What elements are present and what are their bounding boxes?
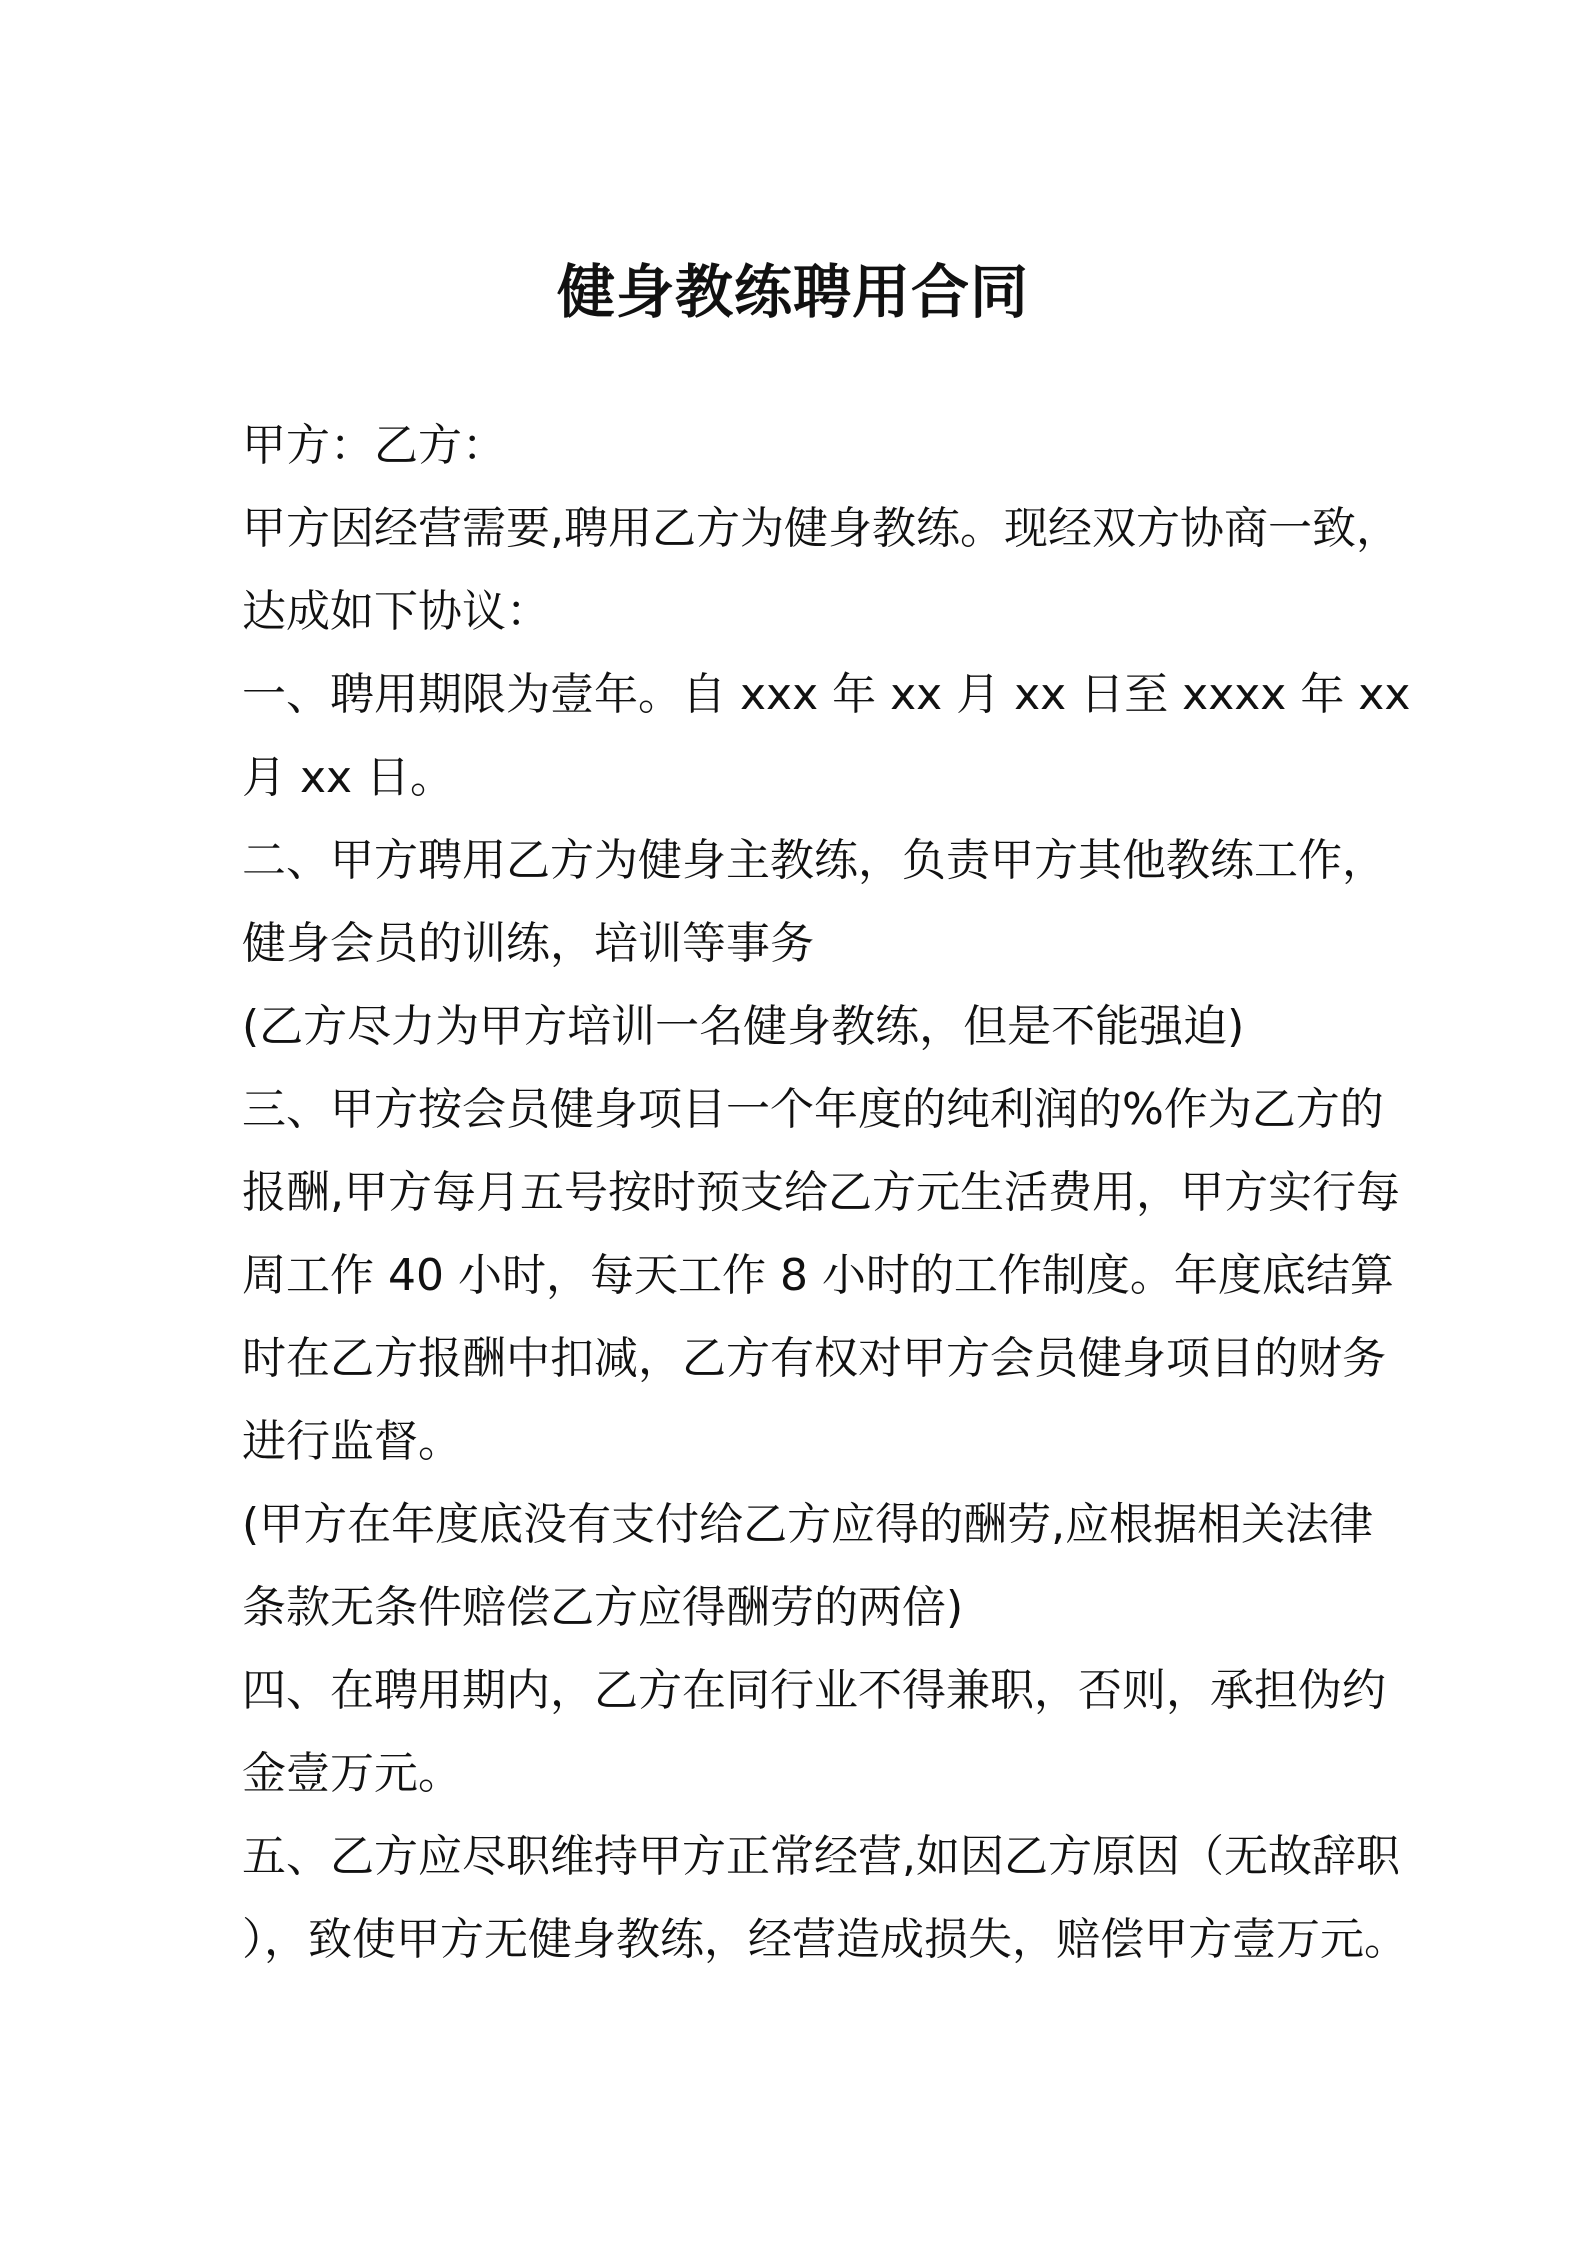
clause-2-line-1: 二、甲方聘用乙方为健身主教练，负责甲方其他教练工作， <box>242 835 1386 886</box>
document-body <box>242 404 1411 1981</box>
clause-3-line-3: 周工作 40 小时，每天工作 8 小时的工作制度。年度底结算 <box>242 1250 1394 1301</box>
clause-2-note: (乙方尽力为甲方培训一名健身教练，但是不能强迫) <box>242 1001 1245 1052</box>
clause-1-line-1: 一、聘用期限为壹年。自 xxx 年 xx 月 xx 日至 xxxx 年 xx <box>242 669 1411 720</box>
clause-4-line-1: 四、在聘用期内，乙方在同行业不得兼职，否则，承担伪约 <box>242 1665 1386 1716</box>
clause-3-line-2: 报酬,甲方每月五号按时预支给乙方元生活费用，甲方实行每 <box>242 1167 1400 1218</box>
document-title: 健身教练聘用合同 <box>556 258 1029 326</box>
clause-1-line-2: 月 xx 日。 <box>242 752 455 803</box>
clause-3-note-line-2: 条款无条件赔偿乙方应得酬劳的两倍) <box>242 1582 964 1633</box>
clause-5-line-2: ），致使甲方无健身教练，经营造成损失，赔偿甲方壹万元。 <box>242 1914 1408 1965</box>
clause-5-line-1: 五、乙方应尽职维持甲方正常经营,如因乙方原因（无故辞职 <box>242 1831 1400 1882</box>
party-line: 甲方：乙方： <box>242 420 506 471</box>
preamble-line-1: 甲方因经营需要,聘用乙方为健身教练。现经双方协商一致， <box>242 503 1400 554</box>
clause-2-line-2: 健身会员的训练，培训等事务 <box>242 918 814 969</box>
clause-3-line-4: 时在乙方报酬中扣减，乙方有权对甲方会员健身项目的财务 <box>242 1333 1386 1384</box>
preamble-line-2: 达成如下协议： <box>242 586 550 637</box>
clause-4-line-2: 金壹万元。 <box>242 1748 462 1799</box>
clause-3-line-5: 进行监督。 <box>242 1416 462 1467</box>
clause-3-line-1: 三、甲方按会员健身项目一个年度的纯利润的%作为乙方的 <box>242 1084 1384 1135</box>
clause-3-note-line-1: (甲方在年度底没有支付给乙方应得的酬劳,应根据相关法律 <box>242 1499 1374 1550</box>
